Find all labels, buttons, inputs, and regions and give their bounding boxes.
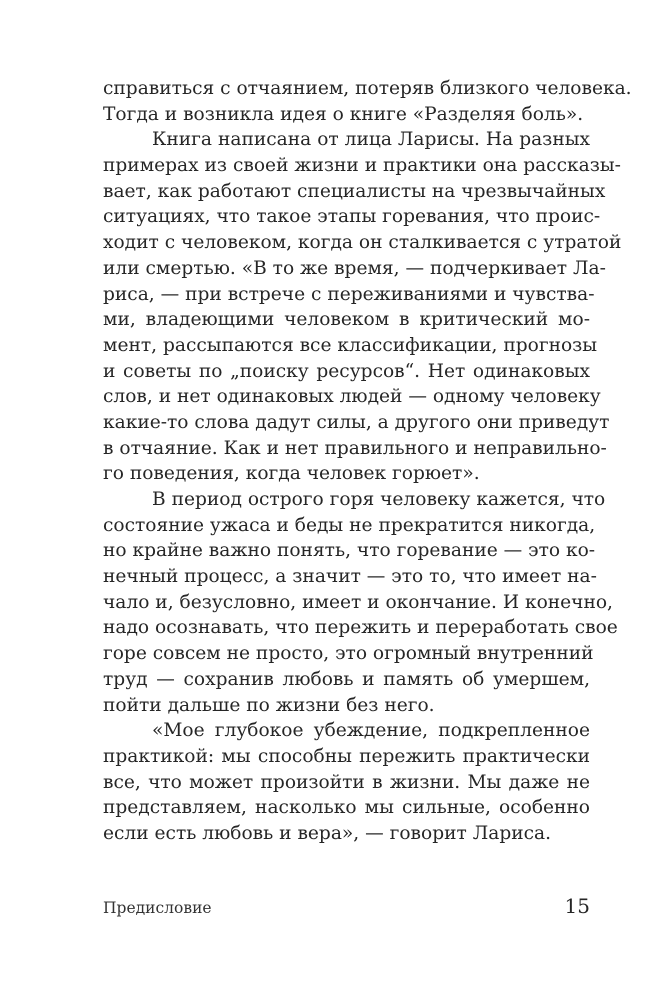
- text-line: справиться с отчаянием, потеряв близкого человека.: [103, 78, 632, 99]
- text-line: чало и, безусловно, имеет и окончание. И конечно,: [103, 591, 613, 613]
- text-line: все, что может произойти в жизни. Мы даже не: [103, 771, 590, 793]
- text-line: горе совсем не просто, это огромный внутренний: [103, 643, 594, 665]
- text-line: представляем, насколько мы сильные, особенно: [103, 797, 590, 819]
- text-line: и советы по „поиску ресурсов“. Нет одинаковых: [103, 360, 590, 382]
- text-line: вает, как работают специалисты на чрезвычайных: [103, 180, 606, 202]
- running-footer-section-title: Предисловие: [103, 899, 212, 917]
- text-line: труд — сохранив любовь и память об умершем,: [103, 668, 590, 690]
- paragraph-start-line: «Мое глубокое убеждение, подкрепленное: [152, 720, 590, 742]
- text-line: ми, владеющими человеком в критический мо-: [103, 309, 590, 331]
- text-line: примерах из своей жизни и практики она рассказы-: [103, 155, 621, 177]
- paragraph-end-line: пойти дальше по жизни без него.: [103, 694, 435, 716]
- text-line: практикой: мы способны пережить практически: [103, 745, 590, 767]
- text-line: или смертью. «В то же время, — подчеркивает Ла-: [103, 257, 606, 279]
- text-line: в отчаяние. Как и нет правильного и неправильно-: [103, 437, 607, 459]
- paragraph-start-line: В период острого горя человеку кажется, что: [152, 489, 606, 510]
- text-line: какие-то слова дадут силы, а другого они приведут: [103, 411, 610, 433]
- page-number: 15: [564, 894, 590, 918]
- text-line: ситуациях, что такое этапы горевания, что проис-: [103, 206, 601, 228]
- paragraph-start-line: Книга написана от лица Ларисы. На разных: [152, 129, 590, 151]
- body-text: [103, 76, 632, 847]
- text-line: ходит с человеком, когда он сталкивается с утратой: [103, 232, 622, 254]
- text-line: нечный процесс, а значит — это то, что имеет на-: [103, 566, 597, 588]
- text-line: слов, и нет одинаковых людей — одному человеку: [103, 386, 601, 408]
- paragraph-end-line: если есть любовь и вера», — говорит Лариса.: [103, 822, 552, 844]
- text-line: риса, — при встрече с переживаниями и чувства-: [103, 283, 595, 305]
- text-line: состояние ужаса и беды не прекратится никогда,: [103, 514, 596, 536]
- paragraph-end-line: Тогда и возникла идея о книге «Разделяя боль».: [103, 103, 584, 125]
- paragraph-end-line: го поведения, когда человек горюет».: [103, 463, 480, 485]
- text-line: но крайне важно понять, что горевание — это ко-: [103, 540, 596, 562]
- text-line: мент, рассыпаются все классификации, прогнозы: [103, 334, 598, 356]
- text-line: надо осознавать, что пережить и переработать свое: [103, 617, 618, 639]
